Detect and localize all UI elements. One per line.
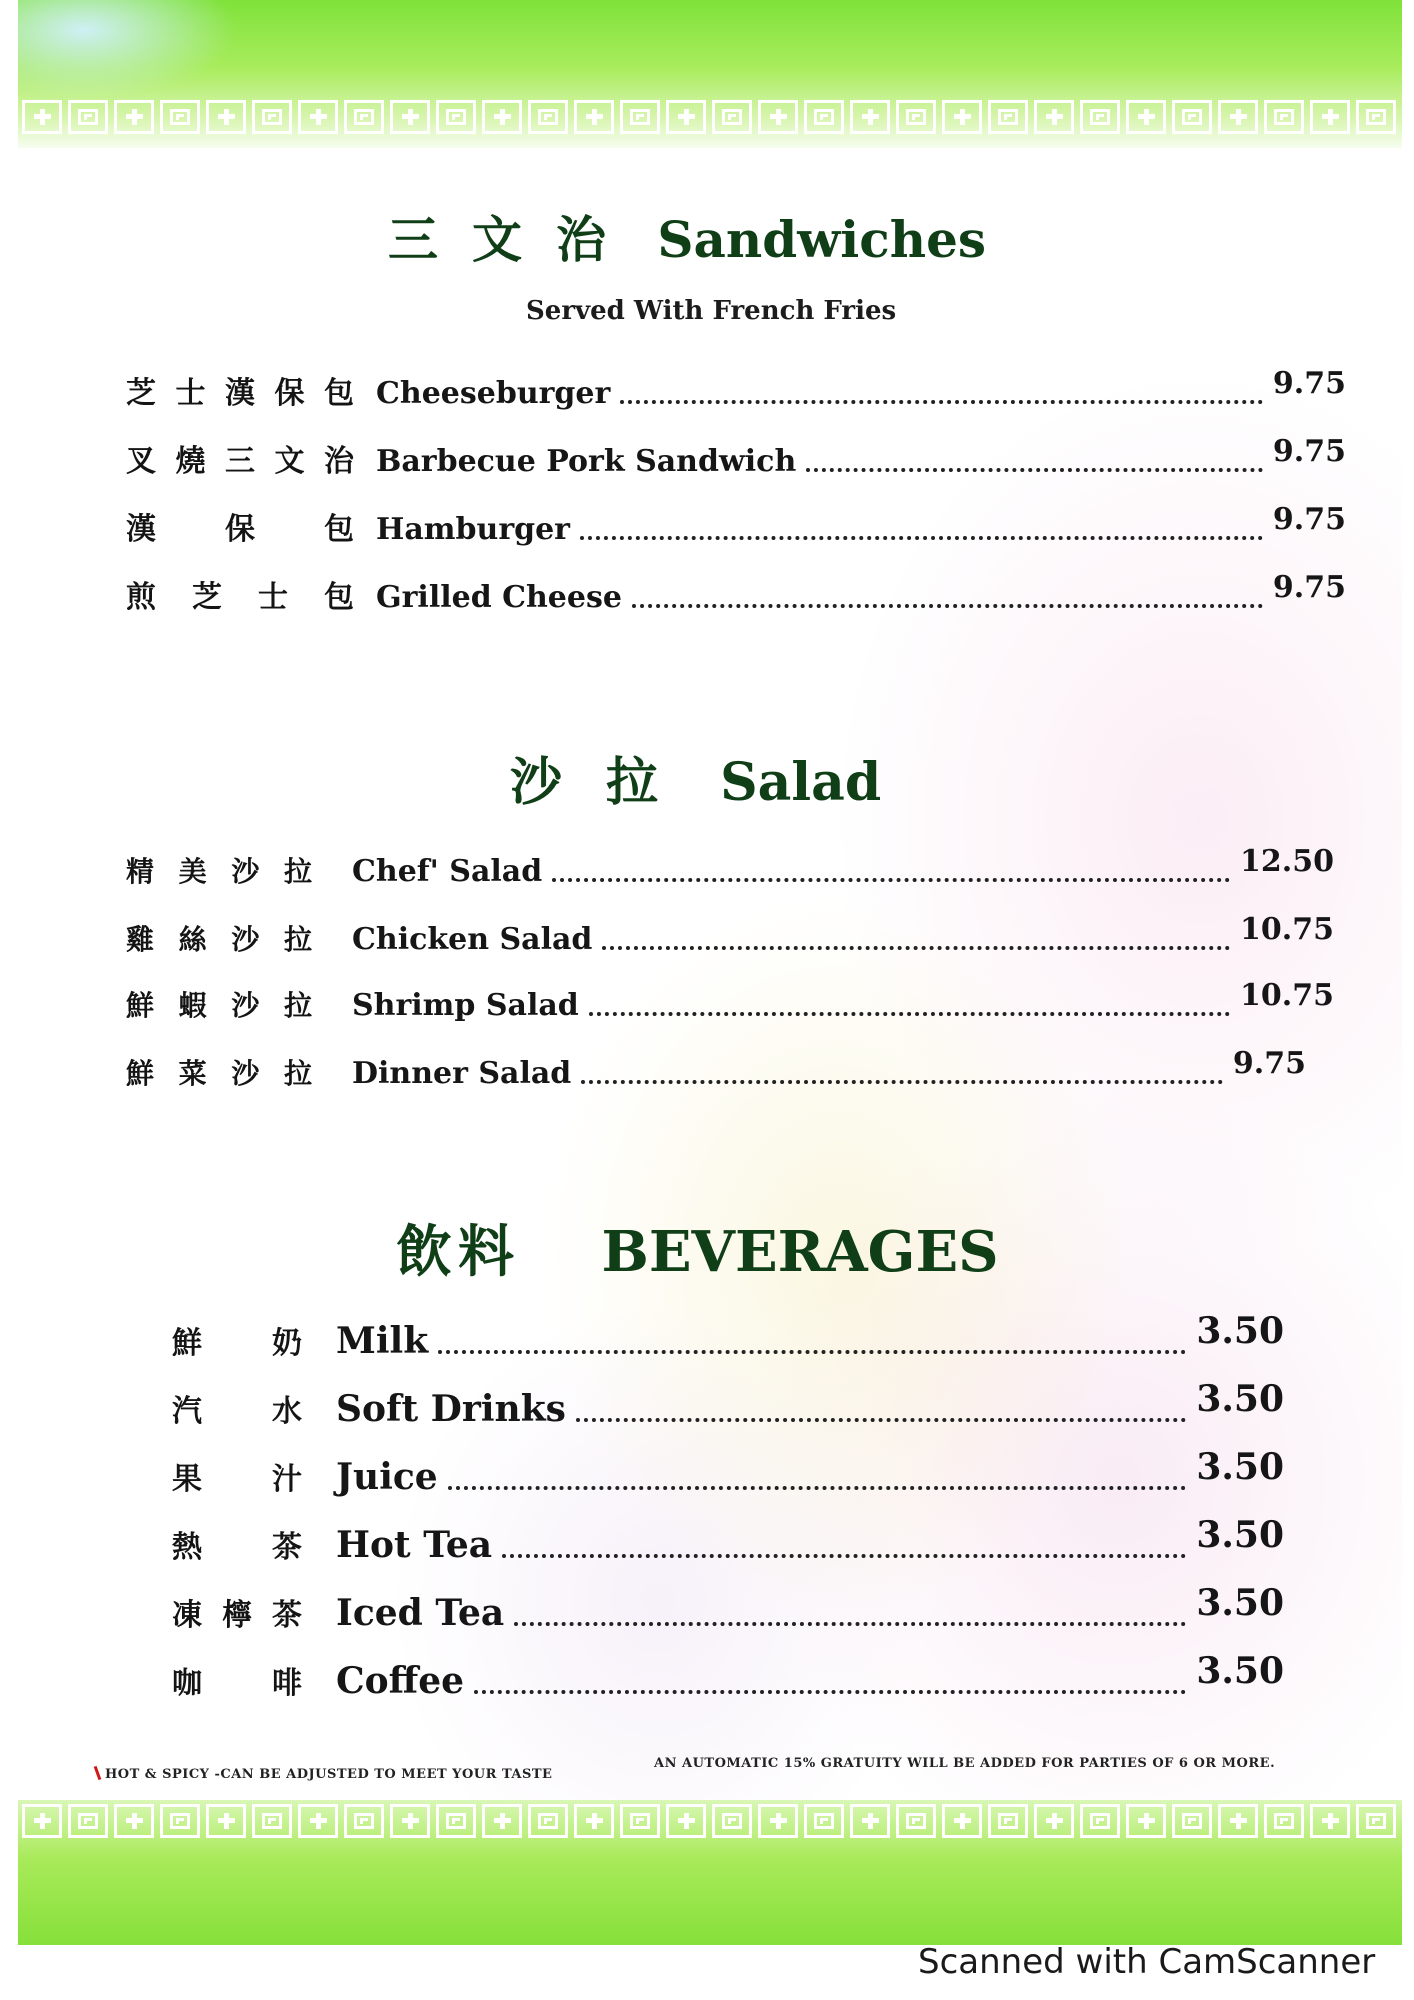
item-name-en: Shrimp Salad (352, 988, 579, 1023)
item-name-en: Dinner Salad (352, 1056, 572, 1091)
dot-leader (581, 1080, 1223, 1084)
item-name-zh: 鮮菜沙拉 (126, 1057, 312, 1090)
border-ornament-tile (22, 100, 62, 134)
border-ornament-tile (988, 100, 1028, 134)
greek-key-border-top (18, 96, 1402, 138)
item-name-en: Milk (336, 1320, 429, 1362)
item-price: 3.50 (1196, 1514, 1284, 1556)
border-ornament-tile (298, 1804, 338, 1838)
dot-leader (438, 1350, 1186, 1354)
item-name-zh: 咖啡 (172, 1666, 302, 1701)
dot-leader (580, 536, 1263, 540)
dot-leader (602, 946, 1230, 950)
item-name-zh: 煎芝士包 (126, 580, 354, 615)
item-name-zh: 汽水 (172, 1394, 302, 1429)
greek-key-border-bottom (18, 1800, 1402, 1842)
item-name-zh: 精美沙拉 (126, 855, 312, 888)
menu-item (126, 1046, 1306, 1092)
item-price: 10.75 (1240, 912, 1334, 947)
border-ornament-tile (344, 100, 384, 134)
border-ornament-tile (344, 1804, 384, 1838)
border-ornament-tile (712, 1804, 752, 1838)
item-name-en: Juice (336, 1456, 438, 1498)
border-ornament-tile (528, 100, 568, 134)
border-ornament-tile (850, 100, 890, 134)
menu-item (126, 504, 1346, 548)
item-price: 3.50 (1196, 1310, 1284, 1352)
border-ornament-tile (1264, 1804, 1304, 1838)
border-ornament-tile (850, 1804, 890, 1838)
top-decorative-band (18, 0, 1402, 148)
chili-icon (94, 1766, 102, 1780)
dot-leader (806, 468, 1263, 472)
menu-item (126, 572, 1346, 616)
item-name-en: Grilled Cheese (376, 580, 622, 615)
dot-leader (589, 1012, 1230, 1016)
salad-heading (510, 740, 881, 815)
border-ornament-tile (206, 1804, 246, 1838)
menu-item (126, 912, 1334, 958)
item-name-zh: 芝士漢保包 (126, 376, 354, 411)
item-name-zh: 鮮蝦沙拉 (126, 989, 312, 1022)
item-price: 9.75 (1272, 366, 1346, 401)
menu-item (172, 1514, 1284, 1566)
item-name-en: Coffee (336, 1660, 465, 1702)
item-name-zh: 凍檸茶 (172, 1598, 302, 1633)
item-name-zh: 漢保包 (126, 512, 354, 547)
border-ornament-tile (436, 1804, 476, 1838)
item-price: 3.50 (1196, 1582, 1284, 1624)
border-ornament-tile (1172, 100, 1212, 134)
border-ornament-tile (114, 1804, 154, 1838)
sandwiches-heading (388, 200, 986, 272)
item-price: 3.50 (1196, 1378, 1284, 1420)
border-ornament-tile (1264, 100, 1304, 134)
border-ornament-tile (528, 1804, 568, 1838)
border-ornament-tile (1126, 1804, 1166, 1838)
menu-item (172, 1310, 1284, 1362)
border-ornament-tile (390, 1804, 430, 1838)
border-ornament-tile (1218, 100, 1258, 134)
sandwiches-heading-zh: 三文治 (388, 211, 640, 269)
border-ornament-tile (804, 1804, 844, 1838)
item-name-en: Chicken Salad (352, 922, 593, 957)
border-ornament-tile (1356, 100, 1396, 134)
spicy-note-text: HOT & SPICY -CAN BE ADJUSTED TO MEET YOUR TASTE (105, 1767, 553, 1782)
border-ornament-tile (804, 100, 844, 134)
sandwiches-subtitle: Served With French Fries (526, 296, 897, 326)
item-price: 12.50 (1240, 844, 1334, 879)
border-ornament-tile (758, 100, 798, 134)
dot-leader (632, 604, 1263, 608)
border-ornament-tile (482, 100, 522, 134)
border-ornament-tile (252, 1804, 292, 1838)
border-ornament-tile (942, 100, 982, 134)
beverages-heading-zh: 飲料 (396, 1220, 520, 1285)
item-name-en: Barbecue Pork Sandwich (376, 444, 797, 479)
border-ornament-tile (160, 1804, 200, 1838)
glare-highlight (18, 0, 238, 100)
dot-leader (576, 1418, 1186, 1422)
border-ornament-tile (160, 100, 200, 134)
dot-leader (474, 1690, 1186, 1694)
border-ornament-tile (712, 100, 752, 134)
border-ornament-tile (1034, 100, 1074, 134)
menu-item (126, 844, 1334, 890)
border-ornament-tile (22, 1804, 62, 1838)
dot-leader (502, 1554, 1186, 1558)
item-price: 9.75 (1232, 1046, 1306, 1081)
border-ornament-tile (1080, 1804, 1120, 1838)
menu-sheet (18, 0, 1402, 1945)
item-name-zh: 叉燒三文治 (126, 444, 354, 479)
border-ornament-tile (1034, 1804, 1074, 1838)
border-ornament-tile (666, 100, 706, 134)
dot-leader (514, 1622, 1186, 1626)
border-ornament-tile (1218, 1804, 1258, 1838)
item-price: 9.75 (1272, 434, 1346, 469)
beverages-heading (396, 1208, 999, 1288)
border-ornament-tile (482, 1804, 522, 1838)
dot-leader (552, 878, 1230, 882)
menu-item (172, 1650, 1284, 1702)
border-ornament-tile (1172, 1804, 1212, 1838)
sandwiches-heading-en: Sandwiches (657, 210, 987, 269)
menu-item (126, 368, 1346, 412)
menu-item (172, 1582, 1284, 1634)
menu-item (172, 1378, 1284, 1430)
menu-item (126, 978, 1334, 1024)
border-ornament-tile (1310, 1804, 1350, 1838)
item-name-zh: 果汁 (172, 1462, 302, 1497)
item-name-en: Iced Tea (336, 1592, 505, 1634)
dot-leader (448, 1486, 1187, 1490)
salad-heading-en: Salad (720, 752, 882, 813)
item-price: 9.75 (1272, 570, 1346, 605)
item-name-en: Soft Drinks (336, 1388, 566, 1430)
border-ornament-tile (988, 1804, 1028, 1838)
bottom-decorative-band (18, 1800, 1402, 1945)
border-ornament-tile (114, 100, 154, 134)
item-name-en: Chef' Salad (352, 854, 543, 889)
menu-item (172, 1446, 1284, 1498)
border-ornament-tile (666, 1804, 706, 1838)
border-ornament-tile (896, 1804, 936, 1838)
item-name-en: Cheeseburger (376, 376, 611, 411)
border-ornament-tile (620, 100, 660, 134)
border-ornament-tile (206, 100, 246, 134)
item-price: 3.50 (1196, 1650, 1284, 1692)
border-ornament-tile (1126, 100, 1166, 134)
border-ornament-tile (1356, 1804, 1396, 1838)
border-ornament-tile (758, 1804, 798, 1838)
border-ornament-tile (574, 100, 614, 134)
item-name-zh: 鮮奶 (172, 1326, 302, 1361)
border-ornament-tile (68, 1804, 108, 1838)
item-name-en: Hamburger (376, 512, 570, 547)
spicy-note (96, 1766, 552, 1782)
beverages-heading-en: BEVERAGES (601, 1219, 999, 1285)
border-ornament-tile (252, 100, 292, 134)
item-name-en: Hot Tea (336, 1524, 493, 1566)
border-ornament-tile (942, 1804, 982, 1838)
border-ornament-tile (298, 100, 338, 134)
border-ornament-tile (574, 1804, 614, 1838)
item-price: 9.75 (1272, 502, 1346, 537)
border-ornament-tile (620, 1804, 660, 1838)
border-ornament-tile (1310, 100, 1350, 134)
dot-leader (620, 400, 1263, 404)
item-price: 3.50 (1196, 1446, 1284, 1488)
salad-heading-zh: 沙拉 (510, 753, 703, 813)
gratuity-note: AN AUTOMATIC 15% GRATUITY WILL BE ADDED FOR PARTIES OF 6 OR MORE. (654, 1756, 1276, 1771)
border-ornament-tile (436, 100, 476, 134)
menu-item (126, 436, 1346, 480)
border-ornament-tile (896, 100, 936, 134)
item-name-zh: 熱茶 (172, 1530, 302, 1565)
item-price: 10.75 (1240, 978, 1334, 1013)
border-ornament-tile (68, 100, 108, 134)
scanner-watermark: Scanned with CamScanner (918, 1942, 1376, 1982)
border-ornament-tile (390, 100, 430, 134)
item-name-zh: 雞絲沙拉 (126, 923, 312, 956)
border-ornament-tile (1080, 100, 1120, 134)
